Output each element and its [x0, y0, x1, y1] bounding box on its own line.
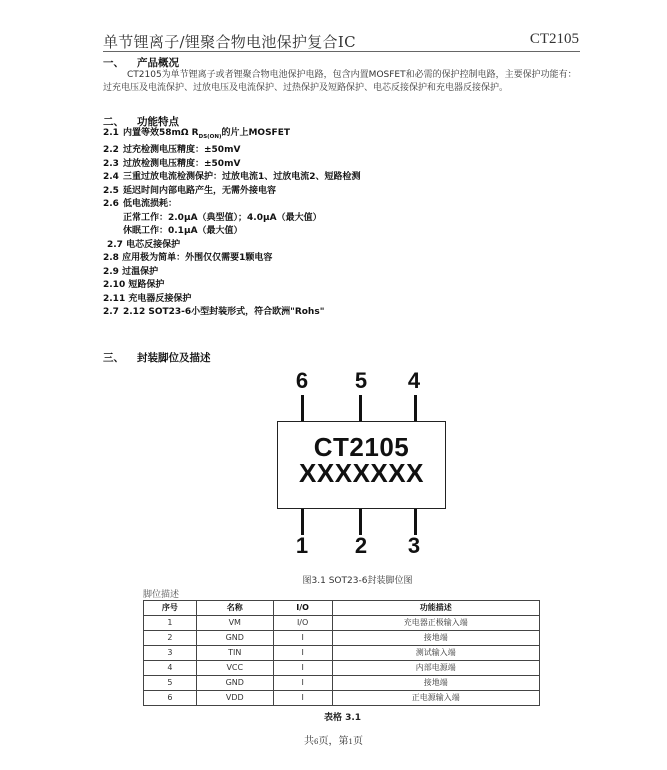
- feature-item: 2.6 低电流损耗：: [103, 199, 178, 210]
- table-label: 脚位描述: [143, 590, 180, 600]
- feature-item: 2.9 过温保护: [103, 266, 159, 277]
- current-page: 1: [348, 738, 353, 746]
- feature-item: 2.3 过放检测电压精度：±50mV: [103, 158, 241, 169]
- feature-item: 2.11 充电器反接保护: [103, 293, 192, 304]
- overview-paragraph: [103, 69, 581, 94]
- table-row: 5 GND I 接地端: [144, 676, 540, 691]
- header-function: 功能描述: [332, 601, 539, 616]
- feature-item: 2.10 短路保护: [103, 280, 165, 291]
- feature-item: 2.1 内置等效58mΩ $R_{DS(ON)}$的片上MOSFET: [103, 128, 290, 140]
- feature-item: 2.7 2.12 SOT23-6小型封装形式，符合欧洲"Rohs": [103, 307, 325, 318]
- header-io: I/O: [273, 601, 332, 616]
- feature-item: 2.2 过充检测电压精度：±50mV: [103, 145, 241, 156]
- document-title: 单节锂离子/锂聚合物电池保护复合IC: [103, 33, 356, 51]
- pin-number-3: 3: [407, 533, 421, 558]
- total-pages: 6: [314, 738, 319, 746]
- table-row: 3 TIN I 测试输入端: [144, 646, 540, 661]
- section-3-number: 三、: [103, 352, 124, 364]
- pin-number-5: 5: [354, 368, 368, 393]
- pin-number-2: 2: [354, 533, 368, 558]
- table-row: 1 VM I/O 充电器正极输入端: [144, 616, 540, 631]
- feature-list: [103, 127, 573, 320]
- pin-lead-4: [414, 395, 417, 421]
- feature-item: 2.4 三重过放电流检测保护：过放电流1、过放电流2、短路检测: [103, 172, 361, 183]
- figure-caption: 图3.1 SOT23-6封装脚位图: [302, 576, 413, 586]
- section-1-title: 产品概况: [137, 57, 179, 69]
- pin-lead-1: [301, 509, 304, 535]
- pin-lead-2: [359, 509, 362, 535]
- header-divider: [103, 51, 580, 52]
- overview-text: CT2105为单节锂离子或者锂聚合物电池保护电路，包含内置MOSFET和必需的保护控制电路，主要保护功能有：过充电压及电流保护、过放电压及电流保护、过热保护及短路保护、电芯反接保护和充电器反接保护。: [103, 70, 577, 93]
- feature-item: 2.8 应用极为简单：外围仅仅需要1颗电容: [103, 253, 273, 264]
- section-3-title: 封装脚位及描述: [137, 352, 211, 364]
- feature-item: 2.5 延迟时间内部电路产生，无需外接电容: [103, 185, 277, 196]
- section-1-number: 一、: [103, 57, 124, 69]
- pin-number-6: 6: [295, 368, 309, 393]
- feature-subitem-sleep: 休眠工作：0.1μA（最大值）: [123, 226, 243, 237]
- section-3-heading: [103, 350, 211, 365]
- table-row: 2 GND I 接地端: [144, 631, 540, 646]
- chip-marking-model: CT2105: [313, 432, 410, 462]
- pin-lead-3: [414, 509, 417, 535]
- header-index: 序号: [144, 601, 197, 616]
- section-2-title: 功能特点: [137, 116, 179, 128]
- table-caption: 表格 3.1: [323, 713, 362, 723]
- pin-number-1: 1: [295, 533, 309, 558]
- model-number: CT2105: [529, 31, 579, 47]
- feature-subitem-normal: 正常工作：2.0μA（典型值）；4.0μA（最大值）: [123, 212, 322, 223]
- table-header-row: [144, 601, 540, 616]
- feature-item: 2.7 电芯反接保护: [107, 239, 181, 250]
- pin-lead-5: [359, 395, 362, 421]
- chip-marking-code: XXXXXXX: [299, 458, 424, 488]
- section-1-heading: [103, 55, 179, 70]
- header-name: 名称: [196, 601, 273, 616]
- pin-number-4: 4: [407, 368, 421, 393]
- table-row: 6 VDD I 正电源输入端: [144, 691, 540, 706]
- section-2-number: 二、: [103, 116, 124, 128]
- page-footer: 共6页，第1页: [304, 736, 363, 747]
- pin-lead-6: [301, 395, 304, 421]
- table-row: 4 VCC I 内部电源端: [144, 661, 540, 676]
- pin-description-table: [143, 600, 540, 706]
